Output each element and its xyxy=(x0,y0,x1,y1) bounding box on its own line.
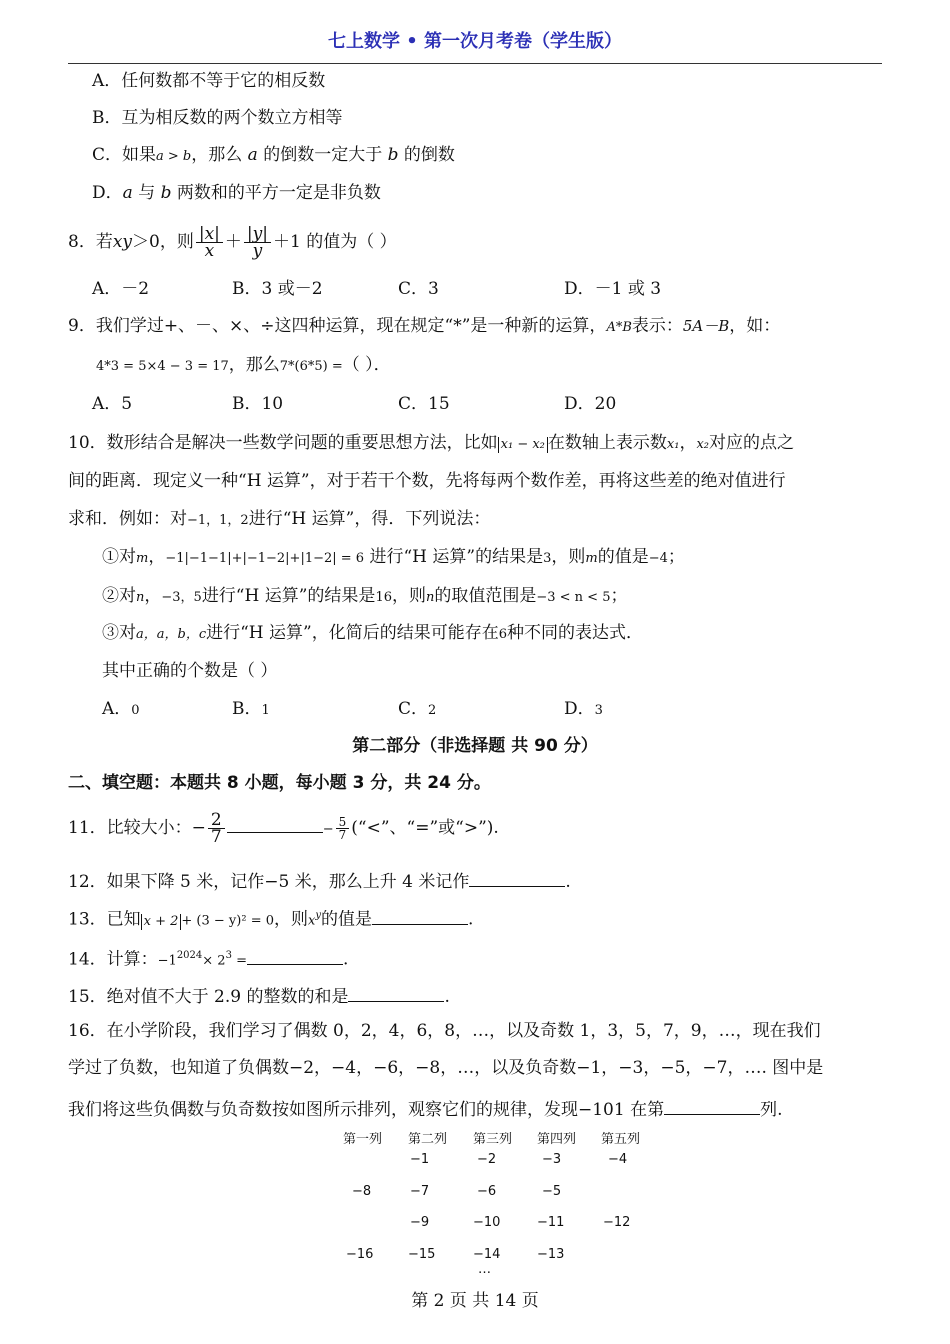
q13-prefix: 13．已知 xyxy=(68,909,141,930)
q8-option-d: D．－1 或 3 xyxy=(564,279,662,299)
q7-c-prefix: C．如果 xyxy=(92,145,157,165)
q9-operator: A*B xyxy=(606,320,632,335)
q13-base: x xyxy=(308,913,316,929)
q16-l3-text: 我们将这些负偶数与负奇数按如图所示排列，观察它们的规律，发现−101 在第 xyxy=(68,1100,665,1120)
q10-d-label: D． xyxy=(564,699,595,719)
q8-suffix: ＋1 的值为（ ） xyxy=(272,232,397,252)
q10-s1-ans: −4 xyxy=(648,551,668,566)
q10-s3b: 进行“H 运算”，化简后的结果可能存在 xyxy=(206,623,499,643)
q14-exp2: 3 xyxy=(225,950,232,961)
q8-cond: ＞0，则 xyxy=(132,232,194,252)
q8-plus: ＋ xyxy=(224,232,242,252)
q10-statement-1 xyxy=(102,546,685,570)
q8-stem xyxy=(68,224,397,260)
q10-x2: x₂ xyxy=(696,437,709,452)
q11-f1-num: 2 xyxy=(208,812,225,829)
q10-option-d xyxy=(564,698,603,722)
q13-mid: ，则 xyxy=(274,909,308,930)
q16-line-3 xyxy=(68,1096,783,1121)
q11-stem xyxy=(68,810,499,848)
q12-answer-blank[interactable] xyxy=(469,868,565,887)
q10-l3b: 进行“H 运算”，得．下列说法： xyxy=(248,509,491,529)
q15-text: 15．绝对值不大于 2.9 的整数的和是 xyxy=(68,987,349,1007)
q10-s1-val: 3 xyxy=(543,551,552,566)
q8-xy: xy xyxy=(112,232,133,252)
q14-exp1: 2024 xyxy=(176,950,203,961)
q10-option-a xyxy=(102,698,140,722)
q10-option-b xyxy=(232,698,270,722)
q9-text-c: ，如： xyxy=(729,316,781,336)
q11-answer-blank[interactable] xyxy=(227,814,323,833)
q10-line-2: 间的距离．现定义一种“H 运算”，对于若干个数，先将每两个数作差，再将这些差的绝对值进行 xyxy=(68,471,786,491)
q10-s1b: ， xyxy=(148,547,166,567)
q7-c-var-b: b xyxy=(387,145,399,165)
q14-stem xyxy=(68,945,348,973)
q14-expr2: × 2 xyxy=(202,953,226,969)
q11-f1-den: 7 xyxy=(210,827,222,847)
table-cell: −10 xyxy=(473,1215,501,1230)
q14-prefix: 14．计算： xyxy=(68,949,158,970)
q8-option-c: C．3 xyxy=(398,279,439,299)
table-header-col5: 第五列 xyxy=(601,1132,641,1147)
table-cell: −14 xyxy=(473,1247,501,1262)
q10-d-val: 3 xyxy=(594,703,603,718)
q10-s2b: ， xyxy=(144,586,162,606)
q10-l1d: 对应的点之 xyxy=(708,433,794,453)
q16-answer-blank[interactable] xyxy=(664,1096,760,1115)
q10-s2d: ，则 xyxy=(391,586,426,606)
q7-d-mid: 与 xyxy=(138,183,156,203)
q13-stem xyxy=(68,905,473,933)
page-header-title: 七上数学 • 第一次月考卷（学生版） xyxy=(327,31,623,52)
q9-option-a: A．5 xyxy=(92,394,133,414)
q10-statement-3 xyxy=(102,622,643,646)
q16-line-1: 16．在小学阶段，我们学习了偶数 0，2，4，6，8，…，以及奇数 1，3，5，7，9，…，现在我们 xyxy=(68,1021,821,1041)
q10-l1a: 10．数形结合是解决一些数学问题的重要思想方法，比如 xyxy=(68,433,498,453)
q8-option-b: B．3 或－2 xyxy=(232,279,323,299)
q9-option-b: B．10 xyxy=(232,394,284,414)
table-cell: −9 xyxy=(410,1215,430,1230)
q7-c-suffix: 的倒数 xyxy=(403,145,455,165)
q15-answer-blank[interactable] xyxy=(348,983,444,1002)
table-cell: −3 xyxy=(542,1152,562,1167)
q9-expression: 7*(6*5) = xyxy=(279,359,343,374)
q10-option-c xyxy=(398,698,436,722)
q10-s1a: ①对 xyxy=(102,547,136,567)
q8-f1-num: |x| xyxy=(196,226,223,243)
q10-s2e: 的取值范围是 xyxy=(434,586,537,606)
q9-option-c: C．15 xyxy=(398,394,450,414)
q7-d-label: D． xyxy=(92,183,123,203)
q13-suffix: 的值是 xyxy=(321,909,372,930)
q8-f2-den: y xyxy=(252,241,263,261)
q9-example: 4*3 = 5×4 − 3 = 17 xyxy=(96,359,229,374)
q8-fraction-1 xyxy=(196,226,223,259)
q16-line-2: 学过了负数，也知道了负偶数−2，−4，−6，−8，…，以及负奇数−1，−3，−5，−7，…. 图中是 xyxy=(68,1058,824,1078)
table-cell: −1 xyxy=(410,1152,430,1167)
q10-s1e: 的值是 xyxy=(597,547,649,567)
q10-s2-val: 16 xyxy=(375,590,392,605)
q10-abs-diff: x₁ − x₂ xyxy=(498,437,548,453)
page-footer: 第 2 页 共 14 页 xyxy=(411,1291,539,1311)
q9-line-1 xyxy=(68,315,780,339)
q10-s1-expr: −1|−1−1|+|−1−2|+|1−2| = 6 xyxy=(165,551,365,566)
q10-l3-numbers: −1，1，2 xyxy=(187,513,249,528)
q8-fraction-2 xyxy=(244,226,271,259)
q7-option-d xyxy=(92,182,381,204)
q15-stem xyxy=(68,983,450,1008)
q10-b-val: 1 xyxy=(261,703,270,718)
q10-s2-nums: −3，5 xyxy=(161,590,202,605)
table-ellipsis: … xyxy=(478,1262,491,1277)
q12-text: 12．如果下降 5 米，记作−5 米，那么上升 4 米记作 xyxy=(68,872,470,892)
table-cell: −5 xyxy=(542,1184,562,1199)
table-cell: −8 xyxy=(352,1184,372,1199)
q10-s1-m: m xyxy=(136,551,149,566)
q10-x1: x₁ xyxy=(666,437,680,452)
q10-s3a: ③对 xyxy=(102,623,136,643)
table-header-col2: 第二列 xyxy=(408,1132,448,1147)
table-cell: −11 xyxy=(537,1215,565,1230)
q7-option-b: B．互为相反数的两个数立方相等 xyxy=(92,108,343,128)
q11-fraction-2 xyxy=(336,816,350,841)
table-cell: −13 xyxy=(537,1247,565,1262)
q8-f1-den: x xyxy=(204,241,215,261)
q15-end: . xyxy=(444,987,450,1007)
q7-c-var-a: a xyxy=(247,145,258,165)
q10-s3c: 种不同的表达式． xyxy=(507,623,644,643)
q13-expr-rest: + (3 − y)² = 0 xyxy=(181,913,274,929)
q11-minus: − xyxy=(322,822,334,837)
q7-c-mid1: ，那么 xyxy=(191,145,243,165)
table-header-col1: 第一列 xyxy=(343,1132,383,1147)
q11-fraction-1 xyxy=(208,812,225,845)
table-cell: −2 xyxy=(477,1152,497,1167)
q10-s2-n: n xyxy=(136,590,145,605)
q10-s2c: 进行“H 运算”的结果是 xyxy=(201,586,376,606)
q10-s2a: ②对 xyxy=(102,586,136,606)
q12-stem xyxy=(68,868,571,893)
q10-question: 其中正确的个数是（ ） xyxy=(102,661,278,681)
q10-s1c: 进行“H 运算”的结果是 xyxy=(369,547,544,567)
q10-s2-range: −3 < n < 5 xyxy=(536,590,611,605)
q7-option-a: A．任何数都不等于它的相反数 xyxy=(92,71,326,91)
q8-option-a: A．－2 xyxy=(92,279,150,299)
section-two-title: 二、填空题：本题共 8 小题，每小题 3 分，共 24 分。 xyxy=(68,773,491,793)
q14-expr: −1 xyxy=(157,953,177,969)
q14-expr3: = xyxy=(231,953,247,969)
table-header-col3: 第三列 xyxy=(473,1132,513,1147)
q7-d-suffix: 两数和的平方一定是非负数 xyxy=(176,183,381,203)
q10-a-val: 0 xyxy=(131,703,140,718)
q7-c-condition: a > b xyxy=(156,149,192,164)
q7-d-var-a: a xyxy=(122,183,133,203)
q10-s2f: ； xyxy=(610,586,628,606)
q9-text-a: 9．我们学过+、－、×、÷这四种运算，现在规定“*”是一种新的运算， xyxy=(68,316,607,336)
q10-s1-m2: m xyxy=(585,551,598,566)
q10-s2-n2: n xyxy=(425,590,435,605)
q8-f2-num: |y| xyxy=(244,226,271,243)
q9-text-e: （ ）． xyxy=(342,355,391,375)
q10-l3a: 求和．例如：对 xyxy=(68,509,187,529)
q13-abs: x + 2 xyxy=(141,914,182,930)
q13-exp: y xyxy=(315,910,321,921)
q11-prefix: 11．比较大小：− xyxy=(68,818,206,838)
q14-answer-blank[interactable] xyxy=(247,946,343,965)
q9-line-2 xyxy=(96,354,391,378)
q10-b-label: B． xyxy=(232,699,262,719)
table-cell: −12 xyxy=(603,1215,631,1230)
q9-text-d: ，那么 xyxy=(228,355,280,375)
q9-option-d: D．20 xyxy=(564,394,617,414)
q11-f2-den: 7 xyxy=(338,828,347,842)
q16-l3-end: 列. xyxy=(760,1100,783,1120)
q10-s1f: ； xyxy=(667,547,685,567)
q10-s3-vars: a，a，b，c xyxy=(136,627,207,642)
q10-s3-num: 6 xyxy=(498,627,508,642)
q11-f2-num: 5 xyxy=(336,816,350,829)
part-two-title: 第二部分（非选择题 共 90 分） xyxy=(352,736,598,756)
q11-suffix: (“<”、“=”或“>”). xyxy=(351,818,499,838)
q10-a-label: A． xyxy=(102,699,132,719)
q10-line-1 xyxy=(68,432,794,456)
q10-statement-2 xyxy=(102,585,627,609)
q7-option-c xyxy=(92,144,455,168)
table-cell: −16 xyxy=(346,1247,374,1262)
table-cell: −6 xyxy=(477,1184,497,1199)
q10-line-3 xyxy=(68,508,490,532)
table-cell: −7 xyxy=(410,1184,430,1199)
q10-c-label: C． xyxy=(398,699,429,719)
table-cell: −4 xyxy=(608,1152,628,1167)
table-header-col4: 第四列 xyxy=(537,1132,577,1147)
q13-end: . xyxy=(468,909,474,930)
table-cell: −15 xyxy=(408,1247,436,1262)
q7-c-mid2: 的倒数一定大于 xyxy=(263,145,383,165)
q12-end: . xyxy=(565,872,571,892)
q9-definition: 5A－B xyxy=(682,317,730,335)
header-rule xyxy=(68,63,882,64)
q7-d-var-b: b xyxy=(160,183,172,203)
q10-l1b: 在数轴上表示数 xyxy=(547,433,667,453)
q10-s1d: ，则 xyxy=(551,547,586,567)
q13-answer-blank[interactable] xyxy=(372,906,468,925)
q9-text-b: 表示： xyxy=(631,316,683,336)
q10-c-val: 2 xyxy=(428,703,437,718)
q14-end: . xyxy=(342,949,349,970)
q10-l1c: ， xyxy=(679,433,697,453)
q8-prefix: 8．若 xyxy=(68,232,113,252)
